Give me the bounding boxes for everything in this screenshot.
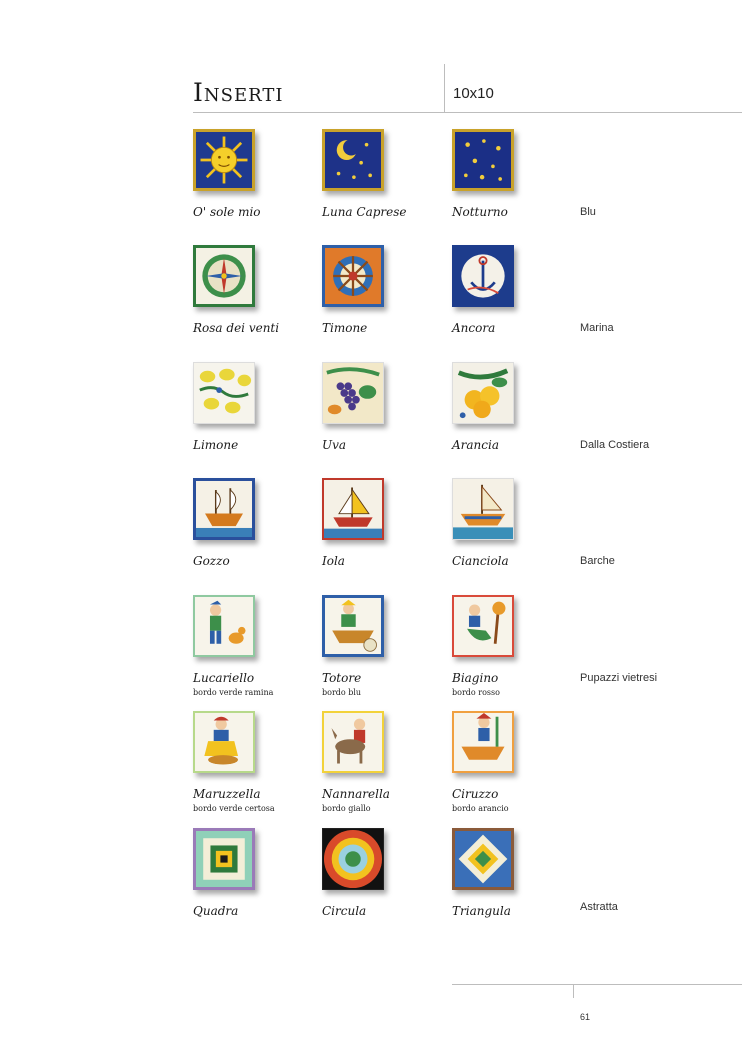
tile-name: Uva bbox=[322, 438, 347, 452]
tile-image-lemons bbox=[193, 362, 255, 424]
tile-image-triangles bbox=[452, 828, 514, 890]
tile-row-blu bbox=[0, 129, 742, 229]
tile-border-note: bordo rosso bbox=[452, 688, 500, 697]
tile-name: Arancia bbox=[452, 438, 499, 452]
category-label: Pupazzi vietresi bbox=[580, 672, 658, 684]
category-label: Dalla Costiera bbox=[580, 439, 650, 451]
tile-image-moon bbox=[322, 129, 384, 191]
tile-border-note: bordo verde certosa bbox=[193, 804, 275, 813]
tile-image-fisherman bbox=[322, 595, 384, 657]
page-number: 61 bbox=[580, 1012, 591, 1022]
tile-image-ship bbox=[193, 478, 255, 540]
tile-image-sun bbox=[193, 129, 255, 191]
tile-image-stars bbox=[452, 129, 514, 191]
tile-row-barche bbox=[0, 478, 742, 578]
tile-border-note: bordo arancio bbox=[452, 804, 509, 813]
tile-name: Notturno bbox=[452, 205, 508, 219]
header-rule bbox=[193, 112, 742, 113]
tile-name: Biagino bbox=[452, 671, 499, 685]
tile-name: Timone bbox=[322, 321, 368, 335]
tile-name: Quadra bbox=[193, 904, 239, 918]
tile-row-marina bbox=[0, 245, 742, 345]
tile-image-fishing-boat bbox=[452, 478, 514, 540]
tile-name: Totore bbox=[322, 671, 362, 685]
tile-name: Ciruzzo bbox=[452, 787, 499, 801]
footer-divider bbox=[573, 984, 574, 998]
tile-name: O' sole mio bbox=[193, 205, 261, 219]
tile-image-sailboat bbox=[322, 478, 384, 540]
tile-row-dalla-costiera bbox=[0, 362, 742, 462]
tile-name: Iola bbox=[322, 554, 345, 568]
size-label: 10x10 bbox=[453, 85, 494, 102]
tile-row-pupazzi-vietresi bbox=[0, 595, 742, 695]
page-title: Inserti bbox=[193, 78, 284, 107]
tile-name: Ancora bbox=[452, 321, 496, 335]
footer-rule bbox=[452, 984, 742, 985]
tile-image-oranges bbox=[452, 362, 514, 424]
tile-row-pupazzi-vietresi-2 bbox=[0, 711, 742, 811]
tile-image-boy-boat bbox=[452, 711, 514, 773]
tile-image-anchor bbox=[452, 245, 514, 307]
tile-name: Circula bbox=[322, 904, 367, 918]
tile-name: Maruzzella bbox=[193, 787, 261, 801]
tile-image-helm bbox=[322, 245, 384, 307]
tile-image-donkey bbox=[322, 711, 384, 773]
tile-name: Triangula bbox=[452, 904, 511, 918]
tile-name: Rosa dei venti bbox=[193, 321, 280, 335]
tile-name: Nannarella bbox=[322, 787, 390, 801]
tile-name: Gozzo bbox=[193, 554, 230, 568]
tile-image-figure-cat bbox=[193, 595, 255, 657]
tile-image-mermaid bbox=[452, 595, 514, 657]
tile-name: Luna Caprese bbox=[322, 205, 407, 219]
tile-border-note: bordo giallo bbox=[322, 804, 371, 813]
tile-border-note: bordo verde ramina bbox=[193, 688, 274, 697]
header-divider bbox=[444, 64, 445, 112]
category-label: Marina bbox=[580, 322, 614, 334]
tile-image-circles bbox=[322, 828, 384, 890]
tile-image-grapes bbox=[322, 362, 384, 424]
category-label: Blu bbox=[580, 206, 596, 218]
tile-border-note: bordo blu bbox=[322, 688, 362, 697]
category-label: Astratta bbox=[580, 901, 618, 913]
tile-image-compass-rose bbox=[193, 245, 255, 307]
tile-image-squares bbox=[193, 828, 255, 890]
category-label: Barche bbox=[580, 555, 615, 567]
tile-name: Limone bbox=[193, 438, 239, 452]
tile-row-astratta bbox=[0, 828, 742, 928]
tile-name: Lucariello bbox=[193, 671, 255, 685]
tile-name: Cianciola bbox=[452, 554, 509, 568]
tile-image-woman-basket bbox=[193, 711, 255, 773]
